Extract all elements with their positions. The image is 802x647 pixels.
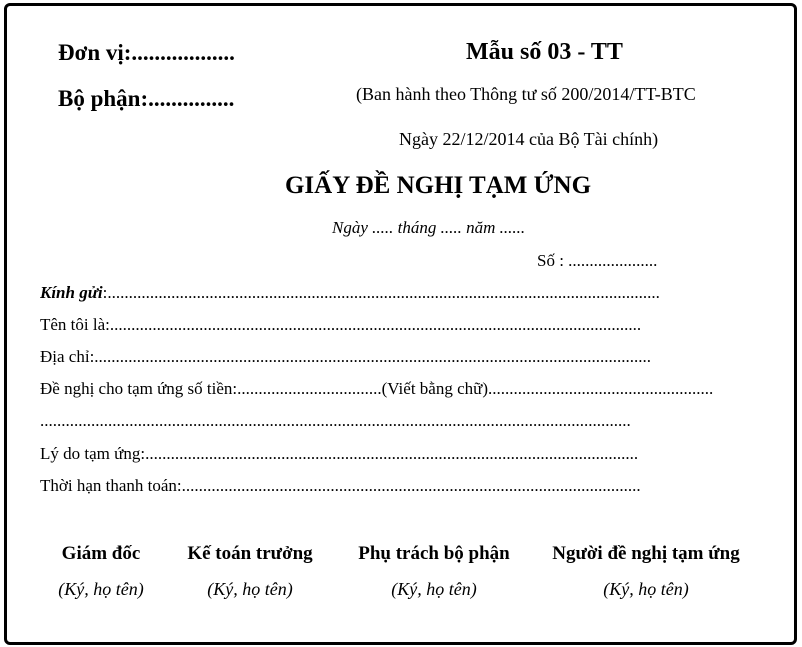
addressee-label: Kính gửi bbox=[40, 283, 103, 302]
issued-date-note: Ngày 22/12/2014 của Bộ Tài chính) bbox=[399, 129, 659, 149]
deadline-line: Thời hạn thanh toán:............................................................................................................ bbox=[40, 476, 641, 495]
signature-title-chief-accountant: Kế toán trưởng bbox=[187, 543, 313, 564]
document-title: GIẤY ĐỀ NGHỊ TẠM ỨNG bbox=[284, 172, 592, 199]
addressee-dots: :.................................................................................................................................. bbox=[102, 283, 660, 302]
signature-title-director: Giám đốc bbox=[61, 543, 141, 564]
reason-line: Lý do tạm ứng:.................................................................................................................... bbox=[40, 444, 639, 463]
unit-line: Đơn vị:.................. bbox=[58, 40, 235, 65]
signature-note-chief-accountant: (Ký, họ tên) bbox=[207, 579, 293, 599]
addressee-line bbox=[40, 283, 756, 303]
address-line: Địa chỉ:................................................................................................................................... bbox=[40, 347, 652, 366]
date-line: Ngày ..... tháng ..... năm ...... bbox=[332, 218, 526, 237]
form-code: Mẫu số 03 - TT bbox=[466, 39, 623, 65]
name-line: Tên tôi là:............................................................................................................................. bbox=[40, 315, 642, 334]
signature-note-department-head: (Ký, họ tên) bbox=[391, 579, 477, 599]
amount-line: Đề nghị cho tạm ứng số tiền:..................................(Viết bằng chữ)..................................................... bbox=[40, 379, 714, 398]
issued-by-note: (Ban hành theo Thông tư số 200/2014/TT-BTC bbox=[356, 84, 696, 104]
signature-note-requester: (Ký, họ tên) bbox=[603, 579, 689, 599]
signature-title-requester: Người đề nghị tạm ứng bbox=[552, 543, 740, 564]
signature-title-department-head: Phụ trách bộ phận bbox=[358, 543, 510, 564]
number-line: Số : ..................... bbox=[537, 251, 658, 270]
department-line: Bộ phận:............... bbox=[58, 86, 235, 111]
amount-continuation-line: ........................................................................................................................................... bbox=[40, 411, 631, 430]
signature-note-director: (Ký, họ tên) bbox=[58, 579, 144, 599]
